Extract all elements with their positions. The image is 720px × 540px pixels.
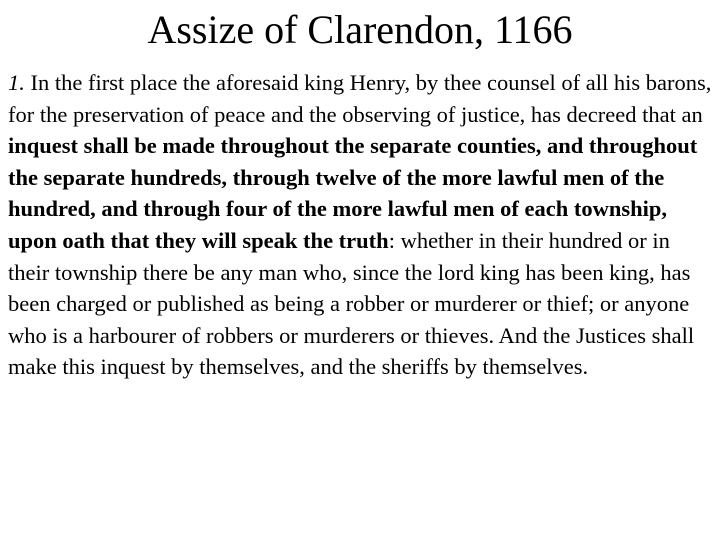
clause-text-intro: In the first place the aforesaid king Henry, by thee counsel of all his barons, for the preservation of peace and the observing of justice, has decreed that an	[8, 70, 712, 127]
clause-text-conclusion: : whether in their hundred or in their township there be any man who, since the lord king has been king, has been charged or published as being a robber or murderer or thief; or anyone who is a harbourer of robbers or murderers or thieves. And the Justices shall make this inquest by themselves, and the sheriffs by themselves.	[8, 227, 695, 380]
clause-paragraph	[8, 67, 712, 383]
clause-text-emphasis: inquest shall be made throughout the separate counties, and throughout the separate hundreds, through twelve of the more lawful men of the hundred, and through four of the more lawful men of each township, upon oath that they will speak the truth	[8, 133, 698, 253]
clause-number: 1.	[8, 70, 25, 95]
slide-title: Assize of Clarendon, 1166	[147, 7, 573, 52]
